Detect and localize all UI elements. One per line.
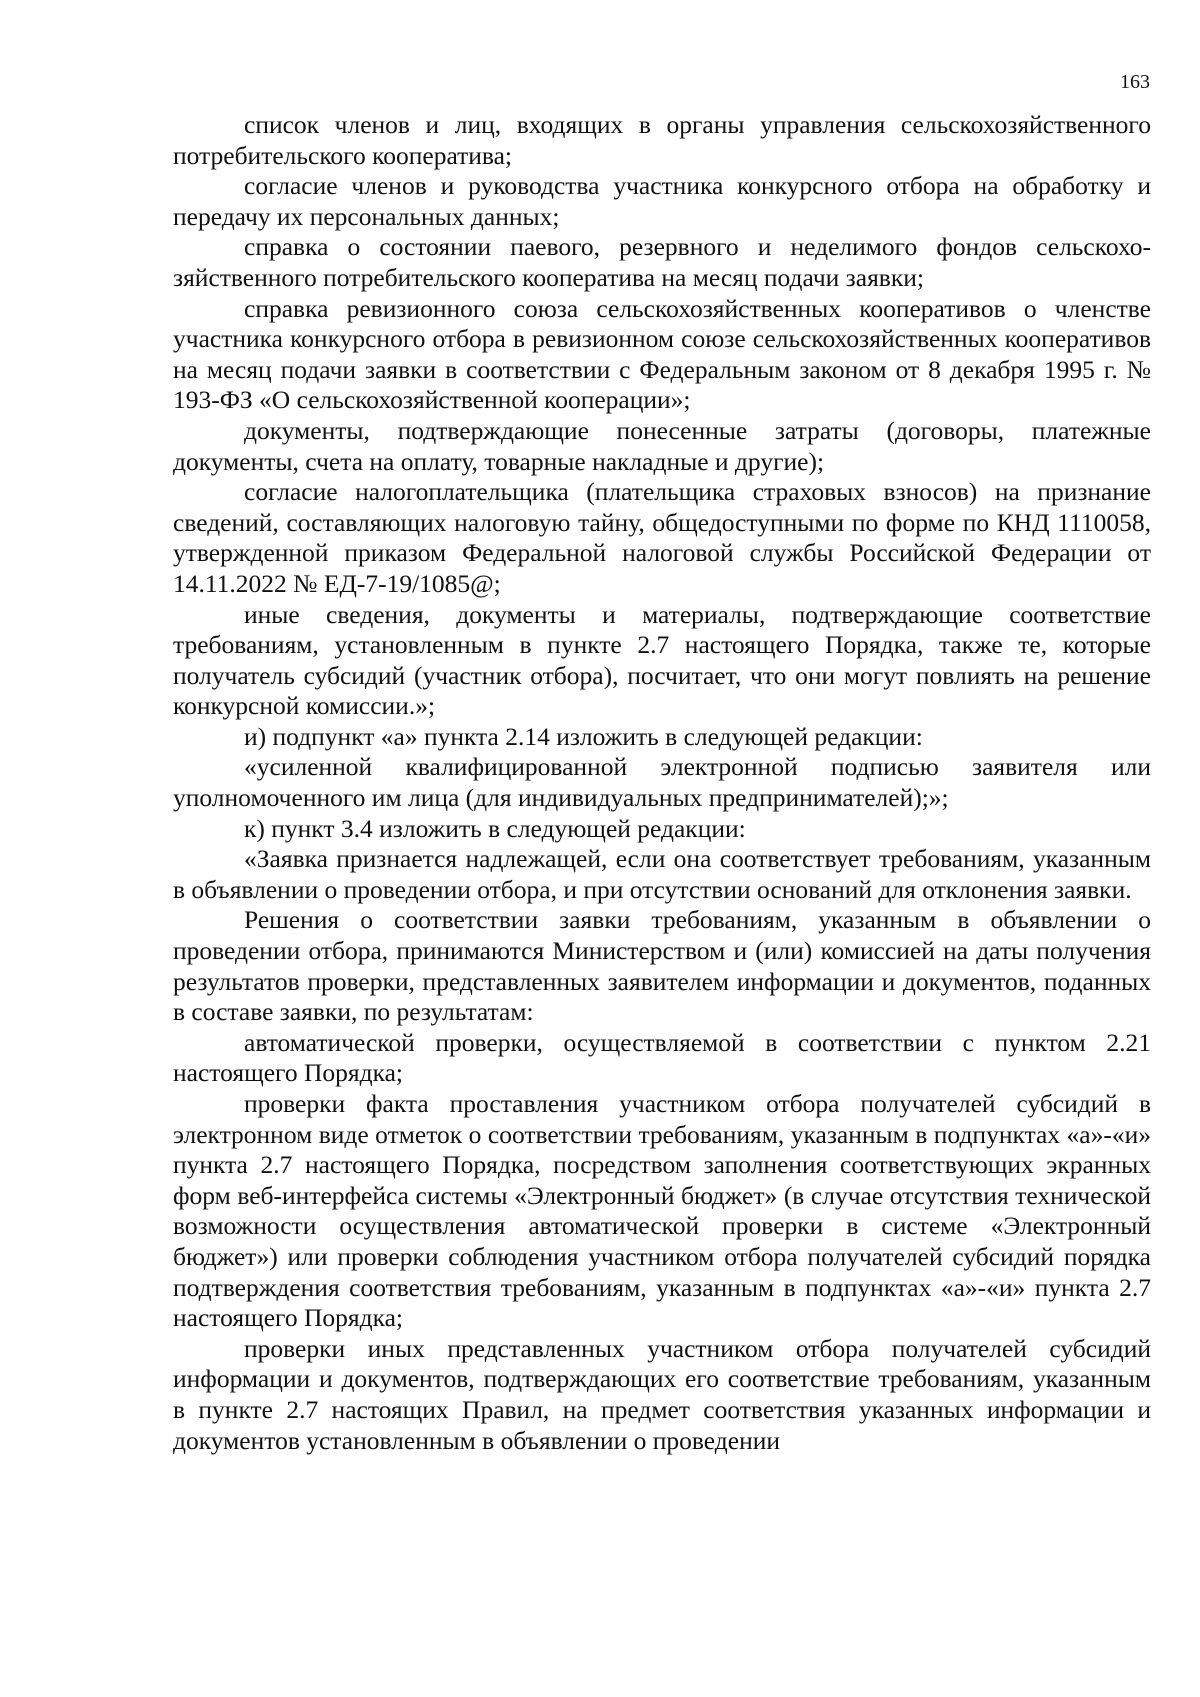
page-number: 163 bbox=[1120, 71, 1150, 93]
paragraph: согласие членов и руководства участника конкурсного отбора на обработку и передачу их персональных данных; bbox=[173, 171, 1151, 231]
paragraph: согласие налогоплательщика (плательщика страховых взносов) на признание сведений, составляющих налоговую тайну, общедоступными по форме по КНД 1110058, утвержденной приказом Федеральной налоговой службы Российской Федерации от 14.11.2022 № ЕД-7-19/1085@; bbox=[173, 477, 1151, 598]
paragraph: иные сведения, документы и материалы, подтверждающие соответствие требованиям, установленным в пункте 2.7 настоящего Порядка, также те, которые получатель субсидий (участник отбора), посчитает, что они могут повлиять на решение конкурсной комиссии.»; bbox=[173, 599, 1151, 721]
paragraph: к) пункт 3.4 изложить в следующей редакции: bbox=[244, 813, 746, 843]
paragraph: и) подпункт «а» пункта 2.14 изложить в следующей редакции: bbox=[244, 721, 923, 751]
paragraph: справка о состоянии паевого, резервного и неделимого фондов сельскохозяйственного потребительского кооператива на месяц подачи заявки; bbox=[173, 232, 1151, 292]
paragraph: автоматической проверки, осуществляемой в соответствии с пунктом 2.21 настоящего Порядка; bbox=[173, 1027, 1151, 1088]
paragraph: документы, подтверждающие понесенные затраты (договоры, платежные документы, счета на оплату, товарные накладные и другие); bbox=[173, 415, 1151, 476]
paragraph: список членов и лиц, входящих в органы управления сельскохозяйственного потребительского кооператива; bbox=[173, 110, 1151, 170]
paragraph: «Заявка признается надлежащей, если она соответствует требованиям, указанным в объявлении о проведении отбора, и при отсутствии оснований для отклонения заявки. bbox=[173, 844, 1151, 904]
paragraph: проверки факта проставления участником отбора получателей субсидий в электронном виде отметок о соответствии требованиям, указанным в подпунктах «а»-«и» пункта 2.7 настоящего Порядка, посредством заполнения соответствующих экранных форм веб-интерфейса системы «Электронный бюджет» (в случае отсутствия технической возможности осуществления автоматической проверки в системе «Электронный бюджет») или проверки соблюдения участником отбора получателей субсидий порядка подтверждения соответствия требованиям, указанным в подпунктах «а»-«и» пункта 2.7 настоящего Порядка; bbox=[173, 1089, 1151, 1333]
paragraph: Решения о соответствии заявки требованиям, указанным в объявлении о проведении отбора, принимаются Министерством и (или) комиссией на даты получения результатов проверки, представленных заявителем информации и документов, поданных в составе заявки, по результатам: bbox=[173, 905, 1151, 1027]
paragraph: справка ревизионного союза сельскохозяйственных кооперативов о членстве участника конкурсного отбора в ревизионном союзе сельскохозяйственных кооперативов на месяц подачи заявки в соответствии с Федеральным законом от 8 декабря 1995 г. № 193-ФЗ «О сельскохозяйственной кооперации»; bbox=[173, 293, 1151, 415]
paragraph: «усиленной квалифицированной электронной подписью заявителя или уполномоченного им лица (для индивидуальных предпринимателей);»; bbox=[173, 752, 1151, 813]
paragraph: проверки иных представленных участником отбора получателей субсидий информации и документов, подтверждающих его соответствие требованиям, указанным в пункте 2.7 настоящих Правил, на предмет соответствия указанных информации и документов установленным в объявлении о проведении bbox=[173, 1333, 1151, 1455]
document-body bbox=[173, 110, 1151, 1456]
